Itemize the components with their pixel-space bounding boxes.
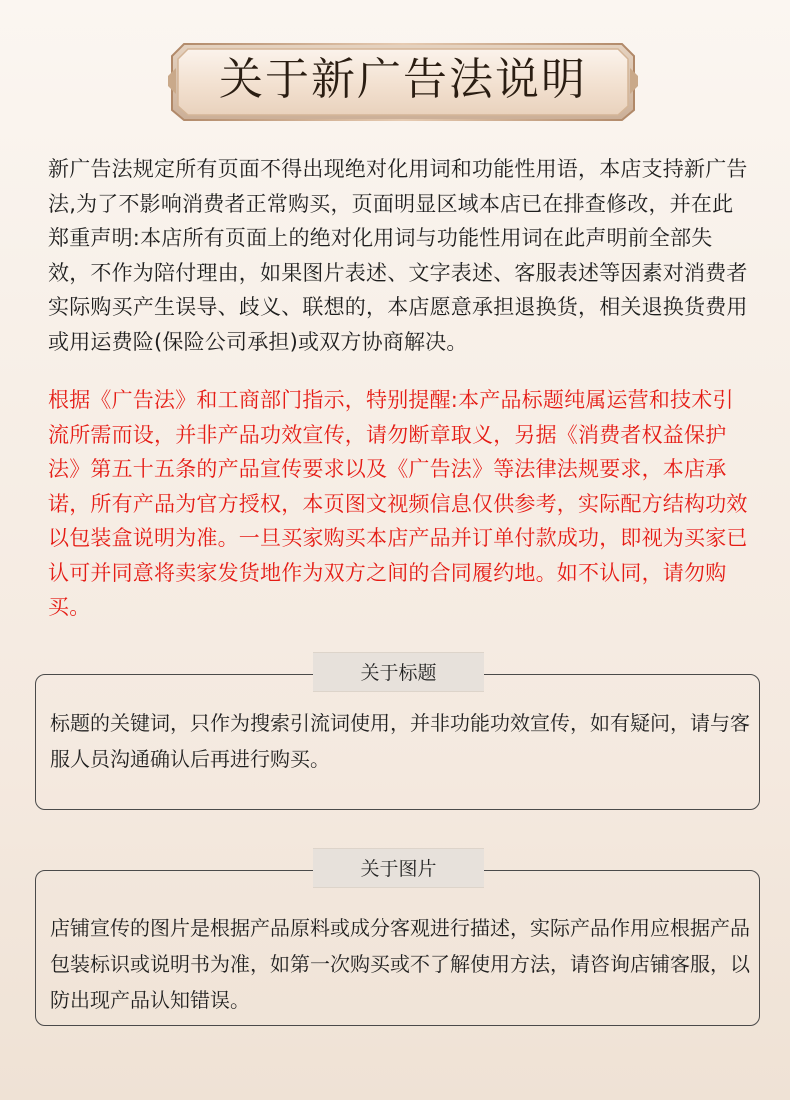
image-section-label: 关于图片 — [313, 848, 484, 888]
image-section-box — [35, 870, 760, 1026]
title-section-text: 标题的关键词，只作为搜索引流词使用，并非功能功效宣传，如有疑问，请与客服人员沟通确认后再进行购买。 — [50, 711, 750, 771]
title-section-label: 关于标题 — [313, 652, 484, 692]
title-banner — [168, 40, 638, 122]
image-section-text: 店铺宣传的图片是根据产品原料或成分客观进行描述，实际产品作用应根据产品包装标识或说明书为准，如第一次购买或不了解使用方法，请咨询店铺客服，以防出现产品认知错误。 — [50, 916, 750, 1012]
warning-paragraph: 根据《广告法》和工商部门指示，特别提醒:本产品标题纯属运营和技术引流所需而设，并非产品功效宣传，请勿断章取义，另据《消费者权益保护法》第五十五条的产品宣传要求以及《广告法》等法律法规要求，本店承诺，所有产品为官方授权，本页图文视频信息仅供参考，实际配方结构功效以包装盒说明为准。一旦买家购买本店产品并订单付款成功，即视为买家已认可并同意将卖家发货地作为双方之间的合同履约地。如不认同，请勿购买。 — [48, 388, 748, 619]
notice-paragraph: 新广告法规定所有页面不得出现绝对化用词和功能性用语，本店支持新广告法,为了不影响消费者正常购买，页面明显区域本店已在排查修改，并在此郑重声明:本店所有页面上的绝对化用词与功能性用词在此声明前全部失效，不作为陪付理由，如果图片表述、文字表述、客服表述等因素对消费者实际购买产生误导、歧义、联想的，本店愿意承担退换货，相关退换货费用或用运费险(保险公司承担)或双方协商解决。 — [48, 157, 748, 354]
title-section-box — [35, 674, 760, 810]
page-title: 关于新广告法说明 — [219, 54, 587, 105]
